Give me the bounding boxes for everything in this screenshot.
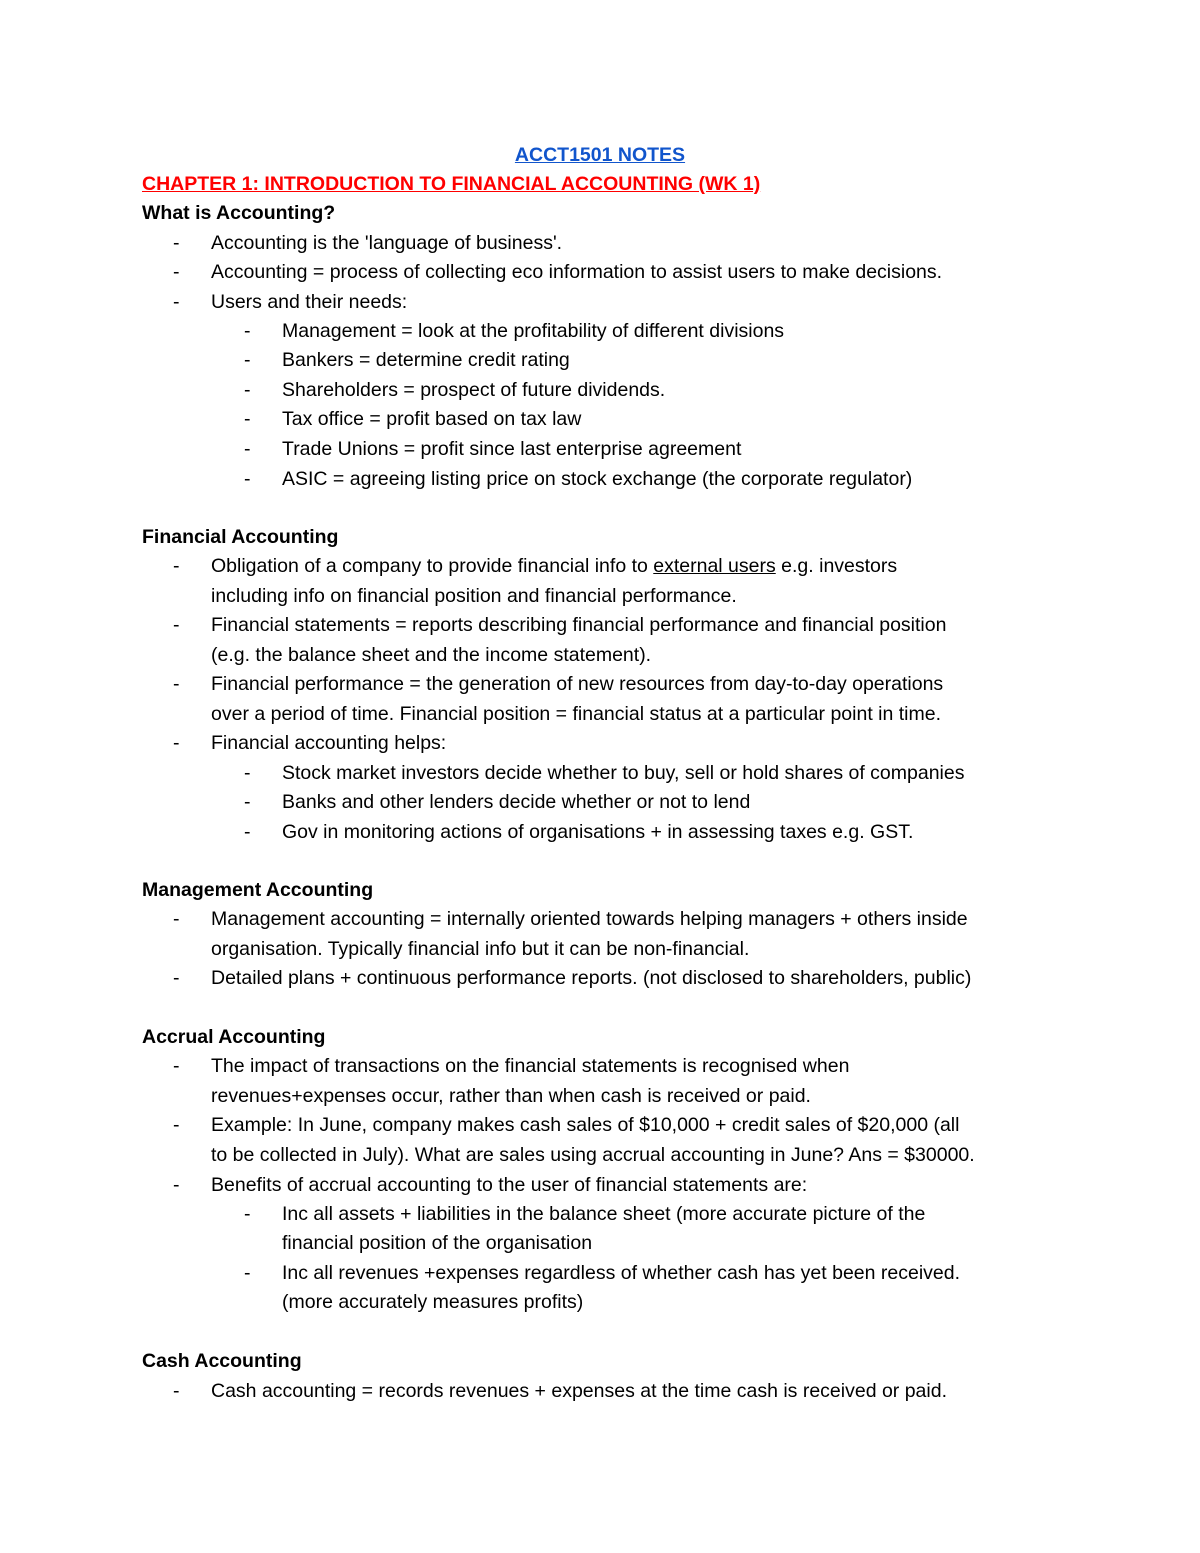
bullet-dash: -: [173, 261, 180, 283]
bullet-text: Example: In June, company makes cash sales of $10,000 + credit sales of $20,000 (all: [211, 1114, 960, 1136]
sub-bullet-text: Banks and other lenders decide whether or not to lend: [282, 791, 751, 813]
bullet-dash: -: [173, 908, 180, 930]
sub-bullet-dash: -: [244, 438, 251, 460]
sub-bullet-text: Inc all assets + liabilities in the balance sheet (more accurate picture of the: [282, 1203, 926, 1225]
bullet-text: Users and their needs:: [211, 291, 408, 313]
sub-bullet-text: Bankers = determine credit rating: [282, 349, 570, 371]
bullet-text: Detailed plans + continuous performance reports. (not disclosed to shareholders, public): [211, 967, 972, 989]
section-heading-financial-accounting: Financial Accounting: [142, 526, 339, 548]
bullet-dash: -: [173, 614, 180, 636]
bullet-text-continued: (e.g. the balance sheet and the income statement).: [211, 644, 652, 666]
sub-bullet-dash: -: [244, 468, 251, 490]
section-heading-what-is-accounting: What is Accounting?: [142, 202, 336, 224]
bullet-dash: -: [173, 673, 180, 695]
bullet-text: Accounting = process of collecting eco information to assist users to make decisions.: [211, 261, 943, 283]
sub-bullet-text: Trade Unions = profit since last enterprise agreement: [282, 438, 742, 460]
sub-bullet-dash: -: [244, 1203, 251, 1225]
section-heading-accrual-accounting: Accrual Accounting: [142, 1026, 326, 1048]
bullet-dash: -: [173, 1174, 180, 1196]
sub-bullet-dash: -: [244, 1262, 251, 1284]
bullet-dash: -: [173, 232, 180, 254]
bullet-text-part: Obligation of a company to provide financial info to: [211, 555, 654, 577]
bullet-text: The impact of transactions on the financial statements is recognised when: [211, 1055, 850, 1077]
bullet-text: Management accounting = internally oriented towards helping managers + others inside: [211, 908, 968, 930]
bullet-text: Benefits of accrual accounting to the user of financial statements are:: [211, 1174, 808, 1196]
sub-bullet-text: Shareholders = prospect of future dividends.: [282, 379, 666, 401]
bullet-dash: -: [173, 732, 180, 754]
document-title: ACCT1501 NOTES: [514, 144, 686, 166]
bullet-dash: -: [173, 1114, 180, 1136]
sub-bullet-dash: -: [244, 791, 251, 813]
bullet-text-continued: over a period of time. Financial position = financial status at a particular point in time.: [211, 703, 942, 725]
bullet-dash: -: [173, 555, 180, 577]
sub-bullet-dash: -: [244, 821, 251, 843]
bullet-text-continued: to be collected in July). What are sales using accrual accounting in June? Ans = $30000.: [211, 1144, 975, 1166]
bullet-text: Financial statements = reports describing financial performance and financial position: [211, 614, 947, 636]
bullet-text-part: e.g. investors: [775, 555, 898, 577]
bullet-dash: -: [173, 1380, 180, 1402]
bullet-dash: -: [173, 291, 180, 313]
sub-bullet-text-continued: financial position of the organisation: [282, 1232, 593, 1254]
sub-bullet-dash: -: [244, 320, 251, 342]
bullet-text: Cash accounting = records revenues + expenses at the time cash is received or paid.: [211, 1380, 947, 1402]
bullet-dash: -: [173, 1055, 180, 1077]
sub-bullet-text: Management = look at the profitability of different divisions: [282, 320, 785, 342]
sub-bullet-text: ASIC = agreeing listing price on stock exchange (the corporate regulator): [282, 468, 913, 490]
bullet-text-continued: revenues+expenses occur, rather than when cash is received or paid.: [211, 1085, 811, 1107]
section-heading-management-accounting: Management Accounting: [142, 879, 374, 901]
bullet-dash: -: [173, 967, 180, 989]
bullet-text: Financial accounting helps:: [211, 732, 447, 754]
sub-bullet-text: Stock market investors decide whether to buy, sell or hold shares of companies: [282, 762, 965, 784]
bullet-text: Accounting is the 'language of business'.: [211, 232, 563, 254]
sub-bullet-dash: -: [244, 349, 251, 371]
sub-bullet-text: Tax office = profit based on tax law: [282, 408, 582, 430]
sub-bullet-dash: -: [244, 408, 251, 430]
sub-bullet-text-continued: (more accurately measures profits): [282, 1291, 584, 1313]
sub-bullet-dash: -: [244, 379, 251, 401]
chapter-heading: CHAPTER 1: INTRODUCTION TO FINANCIAL ACCOUNTING (WK 1): [142, 173, 761, 195]
underlined-term: external users: [653, 555, 776, 577]
sub-bullet-dash: -: [244, 762, 251, 784]
section-heading-cash-accounting: Cash Accounting: [142, 1350, 302, 1372]
bullet-text: Financial performance = the generation of new resources from day-to-day operations: [211, 673, 944, 695]
sub-bullet-text: Inc all revenues +expenses regardless of whether cash has yet been received.: [282, 1262, 961, 1284]
sub-bullet-text: Gov in monitoring actions of organisations + in assessing taxes e.g. GST.: [282, 821, 914, 843]
bullet-text-continued: including info on financial position and financial performance.: [211, 585, 737, 607]
bullet-text: [211, 553, 897, 579]
bullet-text-continued: organisation. Typically financial info but it can be non-financial.: [211, 938, 750, 960]
